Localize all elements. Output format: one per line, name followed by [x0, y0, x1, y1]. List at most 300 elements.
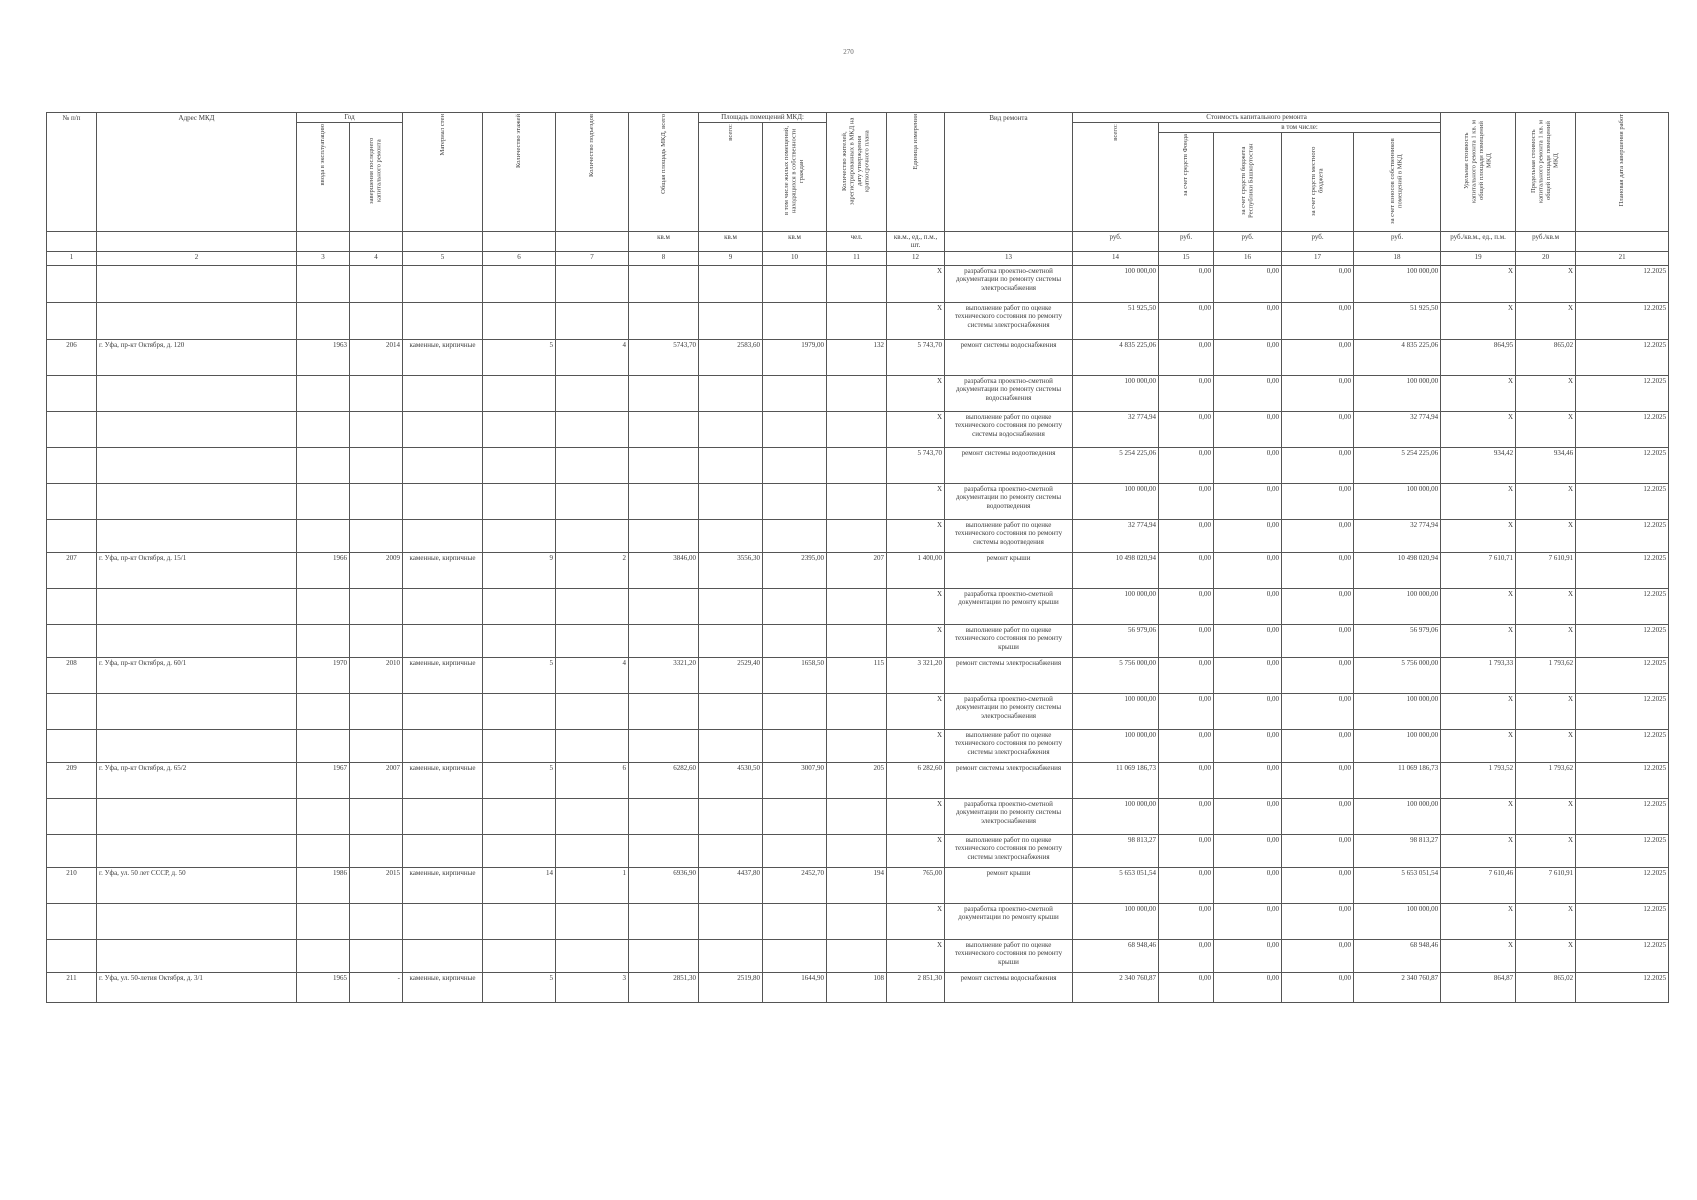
area-residential-cell: [763, 624, 827, 657]
unit-label: кв.м., ед., п.м., шт.: [887, 231, 945, 251]
wall-material-cell: каменные, кирпичные: [403, 339, 483, 375]
wall-material-cell: [403, 903, 483, 939]
year-repair-cell: [350, 798, 403, 834]
residents-cell: [827, 903, 887, 939]
header-year-last-repair: завершения последнего капитального ремонта: [350, 123, 403, 232]
table-row: [47, 483, 1669, 519]
wall-material-cell: [403, 519, 483, 552]
header-repair-cost: Стоимость капитального ремонта: [1073, 113, 1441, 123]
cost-owners-cell: 11 069 186,73: [1354, 762, 1441, 798]
cost-total-cell: 100 000,00: [1073, 729, 1159, 762]
header-address: Адрес МКД: [97, 113, 297, 232]
column-number: 4: [350, 251, 403, 265]
floors-cell: [483, 483, 556, 519]
cost-republic-cell: 0,00: [1214, 939, 1282, 972]
residents-cell: [827, 798, 887, 834]
cost-local-cell: 0,00: [1282, 265, 1354, 302]
year-repair-cell: [350, 588, 403, 624]
floors-cell: [483, 798, 556, 834]
area-all-cell: [699, 939, 763, 972]
quantity-cell: X: [887, 588, 945, 624]
quantity-cell: X: [887, 411, 945, 447]
row-number: 210: [47, 867, 97, 903]
year-repair-cell: 2010: [350, 657, 403, 693]
cost-local-cell: 0,00: [1282, 339, 1354, 375]
cost-republic-cell: 0,00: [1214, 447, 1282, 483]
cost-total-cell: 11 069 186,73: [1073, 762, 1159, 798]
units-row: [47, 231, 1669, 251]
unit-cost-cell: 7 610,71: [1441, 552, 1516, 588]
year-commission-cell: [297, 798, 350, 834]
area-residential-cell: 1644,90: [763, 972, 827, 1002]
planned-date-cell: 12.2025: [1576, 483, 1669, 519]
header-total-area: Общая площадь МКД, всего: [629, 113, 699, 232]
repair-type-cell: ремонт крыши: [945, 552, 1073, 588]
entrances-cell: [556, 483, 629, 519]
total-area-cell: 6936,90: [629, 867, 699, 903]
wall-material-cell: каменные, кирпичные: [403, 657, 483, 693]
wall-material-cell: [403, 447, 483, 483]
year-repair-cell: [350, 375, 403, 411]
cost-owners-cell: 2 340 760,87: [1354, 972, 1441, 1002]
year-commission-cell: 1986: [297, 867, 350, 903]
cost-owners-cell: 4 835 225,06: [1354, 339, 1441, 375]
entrances-cell: [556, 447, 629, 483]
max-unit-cost-cell: 7 610,91: [1516, 552, 1576, 588]
area-residential-cell: [763, 265, 827, 302]
floors-cell: 5: [483, 657, 556, 693]
cost-fund-cell: 0,00: [1159, 447, 1214, 483]
cost-local-cell: 0,00: [1282, 693, 1354, 729]
cost-republic-cell: 0,00: [1214, 903, 1282, 939]
entrances-cell: [556, 729, 629, 762]
year-repair-cell: [350, 693, 403, 729]
cost-owners-cell: 100 000,00: [1354, 588, 1441, 624]
year-repair-cell: [350, 834, 403, 867]
max-unit-cost-cell: X: [1516, 693, 1576, 729]
wall-material-cell: [403, 375, 483, 411]
cost-republic-cell: 0,00: [1214, 867, 1282, 903]
total-area-cell: 5743,70: [629, 339, 699, 375]
area-all-cell: 4530,50: [699, 762, 763, 798]
floors-cell: 5: [483, 972, 556, 1002]
floors-cell: [483, 411, 556, 447]
residents-cell: [827, 447, 887, 483]
area-residential-cell: [763, 375, 827, 411]
cost-fund-cell: 0,00: [1159, 729, 1214, 762]
wall-material-cell: [403, 411, 483, 447]
year-commission-cell: [297, 693, 350, 729]
max-unit-cost-cell: 865,02: [1516, 972, 1576, 1002]
wall-material-cell: [403, 834, 483, 867]
residents-cell: 115: [827, 657, 887, 693]
year-commission-cell: 1967: [297, 762, 350, 798]
wall-material-cell: [403, 729, 483, 762]
row-number: [47, 624, 97, 657]
quantity-cell: X: [887, 519, 945, 552]
address-cell: [97, 798, 297, 834]
year-commission-cell: [297, 939, 350, 972]
cost-total-cell: 5 653 051,54: [1073, 867, 1159, 903]
header-year: Год: [297, 113, 403, 123]
year-repair-cell: [350, 519, 403, 552]
column-number: 6: [483, 251, 556, 265]
total-area-cell: 3321,20: [629, 657, 699, 693]
total-area-cell: [629, 265, 699, 302]
cost-republic-cell: 0,00: [1214, 375, 1282, 411]
cost-total-cell: 68 948,46: [1073, 939, 1159, 972]
unit-cost-cell: X: [1441, 302, 1516, 339]
year-commission-cell: 1965: [297, 972, 350, 1002]
table-row: [47, 411, 1669, 447]
area-all-cell: [699, 798, 763, 834]
floors-cell: [483, 903, 556, 939]
area-residential-cell: [763, 411, 827, 447]
planned-date-cell: 12.2025: [1576, 265, 1669, 302]
floors-cell: [483, 834, 556, 867]
header-unit-cost: Удельная стоимость капитального ремонта 1 кв. м общей площади помещений МКД: [1441, 113, 1516, 232]
cost-total-cell: 100 000,00: [1073, 483, 1159, 519]
unit-cost-cell: X: [1441, 375, 1516, 411]
max-unit-cost-cell: 934,46: [1516, 447, 1576, 483]
area-residential-cell: [763, 302, 827, 339]
address-cell: [97, 693, 297, 729]
cost-total-cell: 100 000,00: [1073, 375, 1159, 411]
year-repair-cell: [350, 447, 403, 483]
repair-type-cell: разработка проектно-сметной документации по ремонту системы водоотведения: [945, 483, 1073, 519]
planned-date-cell: 12.2025: [1576, 339, 1669, 375]
cost-fund-cell: 0,00: [1159, 411, 1214, 447]
cost-fund-cell: 0,00: [1159, 762, 1214, 798]
cost-republic-cell: 0,00: [1214, 693, 1282, 729]
entrances-cell: [556, 798, 629, 834]
repair-type-cell: выполнение работ по оценке технического состояния по ремонту системы электроснабжения: [945, 834, 1073, 867]
total-area-cell: [629, 483, 699, 519]
area-residential-cell: [763, 483, 827, 519]
column-number: 14: [1073, 251, 1159, 265]
repair-type-cell: ремонт системы водоснабжения: [945, 972, 1073, 1002]
column-number: 8: [629, 251, 699, 265]
area-residential-cell: [763, 588, 827, 624]
wall-material-cell: каменные, кирпичные: [403, 552, 483, 588]
area-residential-cell: [763, 798, 827, 834]
entrances-cell: [556, 903, 629, 939]
wall-material-cell: каменные, кирпичные: [403, 867, 483, 903]
total-area-cell: 2851,30: [629, 972, 699, 1002]
table-row: [47, 762, 1669, 798]
floors-cell: [483, 519, 556, 552]
address-cell: г. Уфа, ул. 50 лет СССР, д. 50: [97, 867, 297, 903]
repair-type-cell: выполнение работ по оценке технического состояния по ремонту системы водоотведения: [945, 519, 1073, 552]
total-area-cell: [629, 588, 699, 624]
cost-republic-cell: 0,00: [1214, 798, 1282, 834]
row-number: [47, 834, 97, 867]
row-number: [47, 447, 97, 483]
cost-local-cell: 0,00: [1282, 729, 1354, 762]
address-cell: г. Уфа, пр-кт Октября, д. 60/1: [97, 657, 297, 693]
table-row: [47, 302, 1669, 339]
max-unit-cost-cell: 865,02: [1516, 339, 1576, 375]
unit-label: руб.: [1159, 231, 1214, 251]
cost-total-cell: 2 340 760,87: [1073, 972, 1159, 1002]
area-residential-cell: [763, 729, 827, 762]
floors-cell: [483, 375, 556, 411]
area-all-cell: [699, 483, 763, 519]
residents-cell: [827, 519, 887, 552]
quantity-cell: X: [887, 624, 945, 657]
floors-cell: [483, 729, 556, 762]
repair-type-cell: разработка проектно-сметной документации по ремонту системы электроснабжения: [945, 265, 1073, 302]
header-area-all: всего:: [699, 123, 763, 232]
max-unit-cost-cell: X: [1516, 483, 1576, 519]
max-unit-cost-cell: 1 793,62: [1516, 657, 1576, 693]
cost-republic-cell: 0,00: [1214, 411, 1282, 447]
address-cell: [97, 903, 297, 939]
unit-label: чел.: [827, 231, 887, 251]
year-repair-cell: 2009: [350, 552, 403, 588]
residents-cell: 205: [827, 762, 887, 798]
cost-republic-cell: 0,00: [1214, 339, 1282, 375]
column-number: 11: [827, 251, 887, 265]
area-all-cell: [699, 302, 763, 339]
column-number: 13: [945, 251, 1073, 265]
table-row: [47, 867, 1669, 903]
floors-cell: 9: [483, 552, 556, 588]
year-commission-cell: [297, 483, 350, 519]
cost-owners-cell: 5 653 051,54: [1354, 867, 1441, 903]
table-row: [47, 265, 1669, 302]
planned-date-cell: 12.2025: [1576, 447, 1669, 483]
cost-total-cell: 100 000,00: [1073, 903, 1159, 939]
row-number: [47, 588, 97, 624]
cost-republic-cell: 0,00: [1214, 483, 1282, 519]
unit-label: руб./кв.м: [1516, 231, 1576, 251]
cost-total-cell: 32 774,94: [1073, 519, 1159, 552]
cost-fund-cell: 0,00: [1159, 939, 1214, 972]
row-number: 209: [47, 762, 97, 798]
planned-date-cell: 12.2025: [1576, 552, 1669, 588]
table-row: [47, 552, 1669, 588]
max-unit-cost-cell: X: [1516, 903, 1576, 939]
repair-type-cell: разработка проектно-сметной документации по ремонту крыши: [945, 588, 1073, 624]
floors-cell: [483, 265, 556, 302]
planned-date-cell: 12.2025: [1576, 903, 1669, 939]
total-area-cell: [629, 693, 699, 729]
address-cell: [97, 519, 297, 552]
cost-total-cell: 56 979,06: [1073, 624, 1159, 657]
residents-cell: [827, 302, 887, 339]
header-year-commission: ввода в эксплуатацию: [297, 123, 350, 232]
floors-cell: [483, 624, 556, 657]
max-unit-cost-cell: X: [1516, 798, 1576, 834]
area-all-cell: [699, 834, 763, 867]
unit-cost-cell: 864,87: [1441, 972, 1516, 1002]
area-all-cell: 2519,80: [699, 972, 763, 1002]
table-row: [47, 657, 1669, 693]
table-row: [47, 693, 1669, 729]
row-number: 206: [47, 339, 97, 375]
cost-owners-cell: 5 756 000,00: [1354, 657, 1441, 693]
unit-cost-cell: X: [1441, 939, 1516, 972]
column-number: 9: [699, 251, 763, 265]
repair-type-cell: выполнение работ по оценке технического состояния по ремонту системы электроснабжения: [945, 302, 1073, 339]
area-all-cell: [699, 588, 763, 624]
cost-owners-cell: 5 254 225,06: [1354, 447, 1441, 483]
cost-total-cell: 51 925,50: [1073, 302, 1159, 339]
cost-fund-cell: 0,00: [1159, 834, 1214, 867]
cost-total-cell: 5 756 000,00: [1073, 657, 1159, 693]
cost-owners-cell: 100 000,00: [1354, 483, 1441, 519]
repair-type-cell: ремонт системы водоотведения: [945, 447, 1073, 483]
address-cell: [97, 302, 297, 339]
year-repair-cell: [350, 624, 403, 657]
year-repair-cell: [350, 483, 403, 519]
residents-cell: [827, 483, 887, 519]
floors-cell: [483, 693, 556, 729]
quantity-cell: 3 321,20: [887, 657, 945, 693]
max-unit-cost-cell: X: [1516, 588, 1576, 624]
area-residential-cell: [763, 903, 827, 939]
year-commission-cell: [297, 519, 350, 552]
year-repair-cell: 2014: [350, 339, 403, 375]
area-residential-cell: [763, 519, 827, 552]
quantity-cell: X: [887, 483, 945, 519]
row-number: [47, 411, 97, 447]
row-number: [47, 798, 97, 834]
column-number: 16: [1214, 251, 1282, 265]
wall-material-cell: [403, 302, 483, 339]
entrances-cell: [556, 411, 629, 447]
wall-material-cell: [403, 265, 483, 302]
area-residential-cell: 1658,50: [763, 657, 827, 693]
entrances-cell: [556, 302, 629, 339]
header-cost-owners: за счет взносов собственников помещений в МКД: [1354, 132, 1441, 231]
quantity-cell: 6 282,60: [887, 762, 945, 798]
entrances-cell: 4: [556, 339, 629, 375]
table-row: [47, 339, 1669, 375]
repair-type-cell: разработка проектно-сметной документации по ремонту системы электроснабжения: [945, 693, 1073, 729]
total-area-cell: [629, 729, 699, 762]
cost-fund-cell: 0,00: [1159, 693, 1214, 729]
cost-total-cell: 98 813,27: [1073, 834, 1159, 867]
unit-cost-cell: X: [1441, 483, 1516, 519]
unit-cost-cell: X: [1441, 265, 1516, 302]
header-max-unit-cost: Предельная стоимость капитального ремонта 1 кв. м общей площади помещений МКД: [1516, 113, 1576, 232]
wall-material-cell: [403, 693, 483, 729]
year-commission-cell: [297, 411, 350, 447]
unit-cost-cell: X: [1441, 798, 1516, 834]
total-area-cell: [629, 903, 699, 939]
cost-local-cell: 0,00: [1282, 519, 1354, 552]
unit-label: руб./кв.м., ед., п.м.: [1441, 231, 1516, 251]
residents-cell: [827, 375, 887, 411]
header-area-residential: в том числе жилых помещений, находящихся в собственности граждан: [763, 123, 827, 232]
cost-total-cell: 100 000,00: [1073, 265, 1159, 302]
cost-republic-cell: 0,00: [1214, 302, 1282, 339]
max-unit-cost-cell: X: [1516, 939, 1576, 972]
year-commission-cell: [297, 729, 350, 762]
max-unit-cost-cell: X: [1516, 519, 1576, 552]
year-repair-cell: [350, 302, 403, 339]
entrances-cell: 3: [556, 972, 629, 1002]
planned-date-cell: 12.2025: [1576, 375, 1669, 411]
entrances-cell: 4: [556, 657, 629, 693]
area-all-cell: 2529,40: [699, 657, 763, 693]
cost-local-cell: 0,00: [1282, 939, 1354, 972]
cost-local-cell: 0,00: [1282, 762, 1354, 798]
entrances-cell: [556, 693, 629, 729]
planned-date-cell: 12.2025: [1576, 834, 1669, 867]
total-area-cell: [629, 411, 699, 447]
total-area-cell: 6282,60: [629, 762, 699, 798]
header-wall-material: Материал стен: [403, 113, 483, 232]
unit-label: кв.м: [629, 231, 699, 251]
column-number: 15: [1159, 251, 1214, 265]
row-number: 211: [47, 972, 97, 1002]
max-unit-cost-cell: X: [1516, 729, 1576, 762]
address-cell: [97, 375, 297, 411]
floors-cell: [483, 302, 556, 339]
entrances-cell: [556, 375, 629, 411]
planned-date-cell: 12.2025: [1576, 519, 1669, 552]
cost-fund-cell: 0,00: [1159, 867, 1214, 903]
row-number: [47, 265, 97, 302]
column-number: 5: [403, 251, 483, 265]
wall-material-cell: [403, 939, 483, 972]
cost-fund-cell: 0,00: [1159, 265, 1214, 302]
unit-cost-cell: X: [1441, 693, 1516, 729]
area-all-cell: [699, 693, 763, 729]
repair-type-cell: разработка проектно-сметной документации по ремонту системы водоснабжения: [945, 375, 1073, 411]
residents-cell: 108: [827, 972, 887, 1002]
cost-owners-cell: 100 000,00: [1354, 265, 1441, 302]
table-row: [47, 903, 1669, 939]
cost-owners-cell: 56 979,06: [1354, 624, 1441, 657]
max-unit-cost-cell: X: [1516, 834, 1576, 867]
header-cost-local: за счет средств местного бюджета: [1282, 132, 1354, 231]
cost-owners-cell: 32 774,94: [1354, 519, 1441, 552]
header-incl: в том числе:: [1159, 123, 1441, 133]
planned-date-cell: 12.2025: [1576, 762, 1669, 798]
area-residential-cell: [763, 939, 827, 972]
column-number: 2: [97, 251, 297, 265]
column-number: 19: [1441, 251, 1516, 265]
cost-local-cell: 0,00: [1282, 375, 1354, 411]
unit-cost-cell: 1 793,52: [1441, 762, 1516, 798]
total-area-cell: [629, 519, 699, 552]
quantity-cell: X: [887, 729, 945, 762]
cost-local-cell: 0,00: [1282, 447, 1354, 483]
cost-fund-cell: 0,00: [1159, 552, 1214, 588]
cost-owners-cell: 32 774,94: [1354, 411, 1441, 447]
entrances-cell: [556, 939, 629, 972]
row-number: [47, 693, 97, 729]
address-cell: [97, 588, 297, 624]
residents-cell: [827, 939, 887, 972]
table-row: [47, 375, 1669, 411]
year-repair-cell: [350, 903, 403, 939]
floors-cell: 5: [483, 339, 556, 375]
column-number: 1: [47, 251, 97, 265]
cost-total-cell: 4 835 225,06: [1073, 339, 1159, 375]
max-unit-cost-cell: X: [1516, 302, 1576, 339]
max-unit-cost-cell: 7 610,91: [1516, 867, 1576, 903]
repair-type-cell: ремонт системы водоснабжения: [945, 339, 1073, 375]
repair-plan-table: [46, 112, 1669, 1003]
unit-label: кв.м: [699, 231, 763, 251]
cost-fund-cell: 0,00: [1159, 972, 1214, 1002]
year-commission-cell: 1963: [297, 339, 350, 375]
